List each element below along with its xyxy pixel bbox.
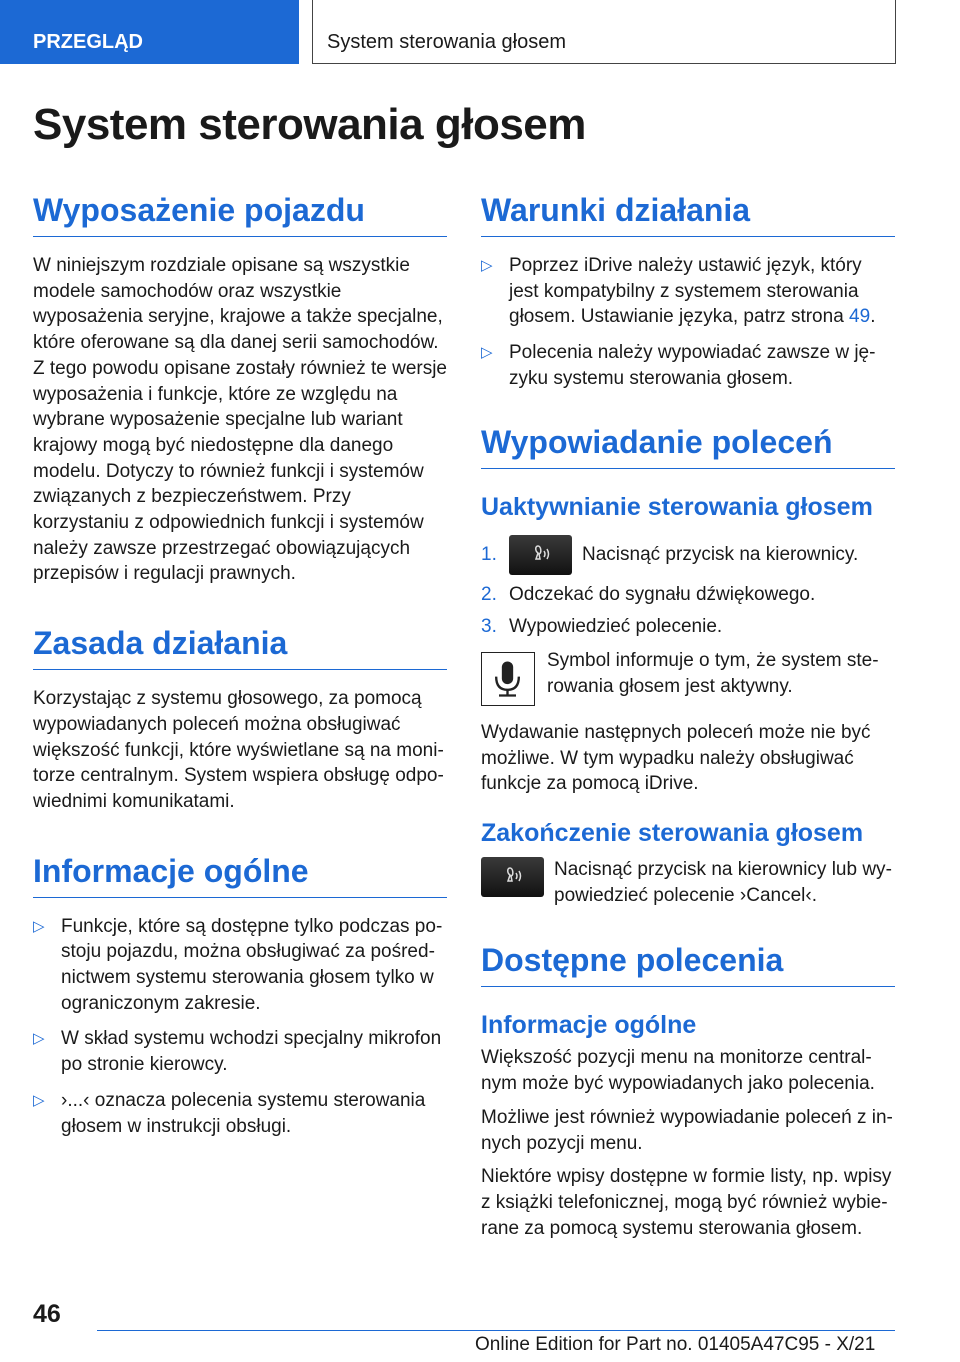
voice-button-icon — [481, 857, 544, 897]
footer-edition: Online Edition for Part no. 01405A47C95 - X/21 — [475, 1334, 876, 1355]
microphone-icon — [481, 652, 535, 706]
heading-zasada: Zasada działania — [33, 623, 447, 670]
heading-uaktywnianie: Uaktywnianie sterowania głosem — [481, 492, 873, 521]
steps-uaktywnianie — [481, 535, 895, 640]
heading-wyposazenie: Wyposażenie pojazdu — [33, 190, 447, 237]
list-item: ▷ W skład systemu wchodzi specjalny mikrofon po stronie kierowcy. — [33, 1028, 442, 1076]
triangle-bullet-icon: ▷ — [481, 257, 493, 274]
list-item: ▷ Funkcje, które są dostępne tylko podczas postoju pojazdu, można obsługiwać za pośrednictwem systemu sterowania głosem tylko w ograniczonym zakresie. — [33, 915, 443, 1014]
heading-warunki: Warunki działania — [481, 190, 895, 237]
paragraph-dostepne-2: Możliwe jest również wypowiadanie poleceń z innych pozycji menu. — [481, 1106, 893, 1154]
right-column — [481, 190, 895, 1241]
heading-dostepne-informacje: Informacje ogólne — [481, 1011, 697, 1040]
paragraph-dostepne-3: Niektóre wpisy dostępne w formie listy, np. wpisy z książki telefonicznej, mogą być również wybierane za pomocą systemu sterowania głosem. — [481, 1166, 892, 1239]
page-link-49[interactable]: 49 — [849, 306, 871, 328]
heading-wypowiadanie: Wypowiadanie poleceń — [481, 422, 895, 469]
zakonczenie-block — [481, 857, 895, 908]
step-number: 3. — [481, 616, 497, 638]
voice-button-icon — [509, 535, 572, 575]
symbol-description: Symbol informuje o tym, że system sterowania głosem jest aktywny. — [547, 649, 879, 697]
step-number: 1. — [481, 543, 497, 565]
page-number: 46 — [33, 1300, 61, 1328]
paragraph-dostepne-1: Większość pozycji menu na monitorze centralnym może być wypowiadanych jako polecenia. — [481, 1047, 875, 1095]
paragraph-zakonczenie: Nacisnąć przycisk na kierownicy lub wypowiedzieć polecenie ›Cancel‹. — [554, 859, 892, 906]
list-item: ▷ ›...‹ oznacza polecenia systemu sterowania głosem w instrukcji obsługi. — [33, 1089, 426, 1137]
step-item: 3. Wypowiedzieć polecenie. — [481, 614, 895, 640]
list-item: ▷ Polecenia należy wypowiadać zawsze w języku systemu sterowania głosem. — [481, 342, 876, 389]
header-chapter-title: System sterowania głosem — [312, 0, 896, 64]
triangle-bullet-icon: ▷ — [33, 917, 45, 935]
list-informacje — [33, 914, 447, 1140]
paragraph-zasada: Korzystając z systemu głosowego, za pomocą wypowiadanych poleceń można obsługiwać większość funkcji, które wyświetlane są na monitorze centralnym. System wspiera obsługę odpowiednimi komunikatami. — [33, 688, 444, 812]
symbol-note — [481, 648, 895, 706]
header-section-tab: PRZEGLĄD — [0, 0, 299, 64]
step-number: 2. — [481, 583, 497, 605]
paragraph-wyposazenie: W niniejszym rozdziale opisane są wszystkie modele samochodów oraz wszystkie wyposażenia seryjne, krajowe a także specjalne, które oferowane są dla danej serii samochodów. Z tego powodu opisane zostały również te wersje wyposażenia i funkcje, które ze względu na wybrane wyposażenie specjalne lub wariant krajowy mogą być niedostępne dla danego modelu. Dotyczy to również funkcji i systemów związanych z bezpieczeństwem. Przy korzystaniu z odpowiednich funkcji i systemów należy zawsze przestrzegać obowiązujących przepisów i regulacji prawnych. — [33, 255, 448, 585]
heading-informacje: Informacje ogólne — [33, 851, 447, 898]
page-title: System sterowania głosem — [33, 100, 586, 149]
heading-zakonczenie: Zakończenie sterowania głosem — [481, 819, 864, 848]
left-column — [33, 190, 447, 1149]
triangle-bullet-icon: ▷ — [33, 1030, 45, 1048]
step-item: 2. Odczekać do sygnału dźwiękowego. — [481, 582, 895, 608]
triangle-bullet-icon: ▷ — [33, 1091, 45, 1109]
list-warunki — [481, 253, 895, 392]
list-item: ▷ Poprzez iDrive należy ustawić język, który jest kompatybilny z systemem sterowania głosem. Ustawianie języka, patrz strona 49. — [481, 255, 876, 328]
heading-dostepne: Dostępne polecenia — [481, 940, 895, 987]
step-item: 1. Nacisnąć przycisk na kierownicy. — [481, 535, 895, 575]
paragraph-note: Wydawanie następnych poleceń może nie być możliwe. W tym wypadku należy obsługiwać funkcje za pomocą iDrive. — [481, 721, 871, 795]
triangle-bullet-icon: ▷ — [481, 344, 493, 362]
footer-divider — [97, 1330, 895, 1331]
